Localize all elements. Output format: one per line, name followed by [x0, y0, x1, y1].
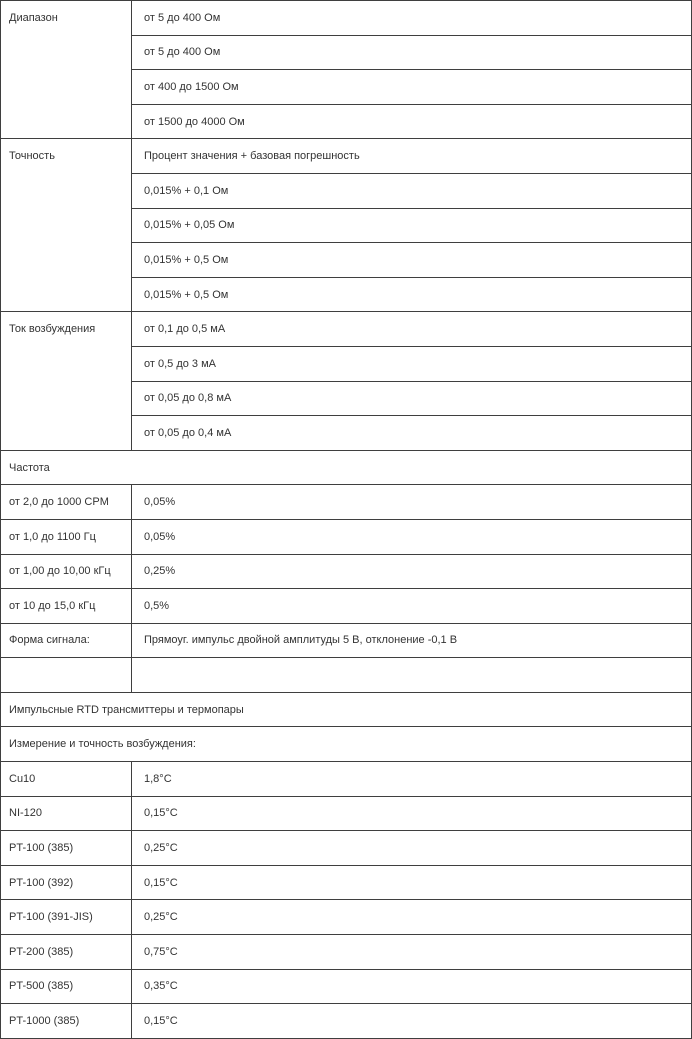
empty-cell: [1, 658, 132, 693]
table-row: [1, 519, 692, 554]
frequency-range: от 10 до 15,0 кГц: [1, 589, 132, 624]
table-row: [1, 969, 692, 1004]
frequency-accuracy: 0,5%: [132, 589, 692, 624]
table-row: [1, 1004, 692, 1039]
sensor-name: PT-500 (385): [1, 969, 132, 1004]
excitation-value: от 0,05 до 0,4 мА: [132, 416, 692, 451]
sensor-name: PT-100 (392): [1, 865, 132, 900]
sensor-name: Cu10: [1, 762, 132, 797]
table-row: [1, 900, 692, 935]
sensor-name: PT-1000 (385): [1, 1004, 132, 1039]
excitation-value: от 0,1 до 0,5 мА: [132, 312, 692, 347]
sensor-name: PT-200 (385): [1, 935, 132, 970]
sensor-accuracy: 0,15°C: [132, 1004, 692, 1039]
table-row: [1, 312, 692, 347]
accuracy-value: Процент значения + базовая погрешность: [132, 139, 692, 174]
pulsed-rtd-subheading: Измерение и точность возбуждения:: [1, 727, 692, 762]
table-row: [1, 865, 692, 900]
sensor-name: PT-100 (391-JIS): [1, 900, 132, 935]
range-value: от 1500 до 4000 Ом: [132, 104, 692, 139]
table-row: [1, 935, 692, 970]
table-row: [1, 554, 692, 589]
sensor-name: PT-100 (385): [1, 831, 132, 866]
sensor-name: NI-120: [1, 796, 132, 831]
table-row: [1, 589, 692, 624]
excitation-label: Ток возбуждения: [1, 312, 132, 450]
table-row: [1, 727, 692, 762]
range-value: от 5 до 400 Ом: [132, 35, 692, 70]
table-row: [1, 796, 692, 831]
sensor-accuracy: 0,35°C: [132, 969, 692, 1004]
accuracy-label: Точность: [1, 139, 132, 312]
range-label: Диапазон: [1, 1, 132, 139]
table-row: [1, 762, 692, 797]
sensor-accuracy: 0,75°C: [132, 935, 692, 970]
excitation-value: от 0,5 до 3 мА: [132, 346, 692, 381]
table-row: [1, 139, 692, 174]
frequency-range: от 2,0 до 1000 CPM: [1, 485, 132, 520]
frequency-heading: Частота: [1, 450, 692, 485]
accuracy-value: 0,015% + 0,1 Ом: [132, 173, 692, 208]
sensor-accuracy: 0,15°C: [132, 865, 692, 900]
table-row: [1, 623, 692, 658]
table-row: [1, 1, 692, 36]
waveform-label: Форма сигнала:: [1, 623, 132, 658]
range-value: от 5 до 400 Ом: [132, 1, 692, 36]
excitation-value: от 0,05 до 0,8 мА: [132, 381, 692, 416]
frequency-accuracy: 0,05%: [132, 485, 692, 520]
table-row: [1, 450, 692, 485]
frequency-range: от 1,0 до 1100 Гц: [1, 519, 132, 554]
sensor-accuracy: 0,15°C: [132, 796, 692, 831]
sensor-accuracy: 1,8°C: [132, 762, 692, 797]
sensor-accuracy: 0,25°C: [132, 831, 692, 866]
accuracy-value: 0,015% + 0,5 Ом: [132, 243, 692, 278]
frequency-range: от 1,00 до 10,00 кГц: [1, 554, 132, 589]
table-row: [1, 658, 692, 693]
accuracy-value: 0,015% + 0,05 Ом: [132, 208, 692, 243]
frequency-accuracy: 0,05%: [132, 519, 692, 554]
frequency-accuracy: 0,25%: [132, 554, 692, 589]
pulsed-rtd-heading: Импульсные RTD трансмиттеры и термопары: [1, 692, 692, 727]
sensor-accuracy: 0,25°C: [132, 900, 692, 935]
table-row: [1, 692, 692, 727]
range-value: от 400 до 1500 Ом: [132, 70, 692, 105]
empty-cell: [132, 658, 692, 693]
waveform-value: Прямоуг. импульс двойной амплитуды 5 В, отклонение -0,1 В: [132, 623, 692, 658]
table-row: [1, 485, 692, 520]
table-row: [1, 831, 692, 866]
accuracy-value: 0,015% + 0,5 Ом: [132, 277, 692, 312]
